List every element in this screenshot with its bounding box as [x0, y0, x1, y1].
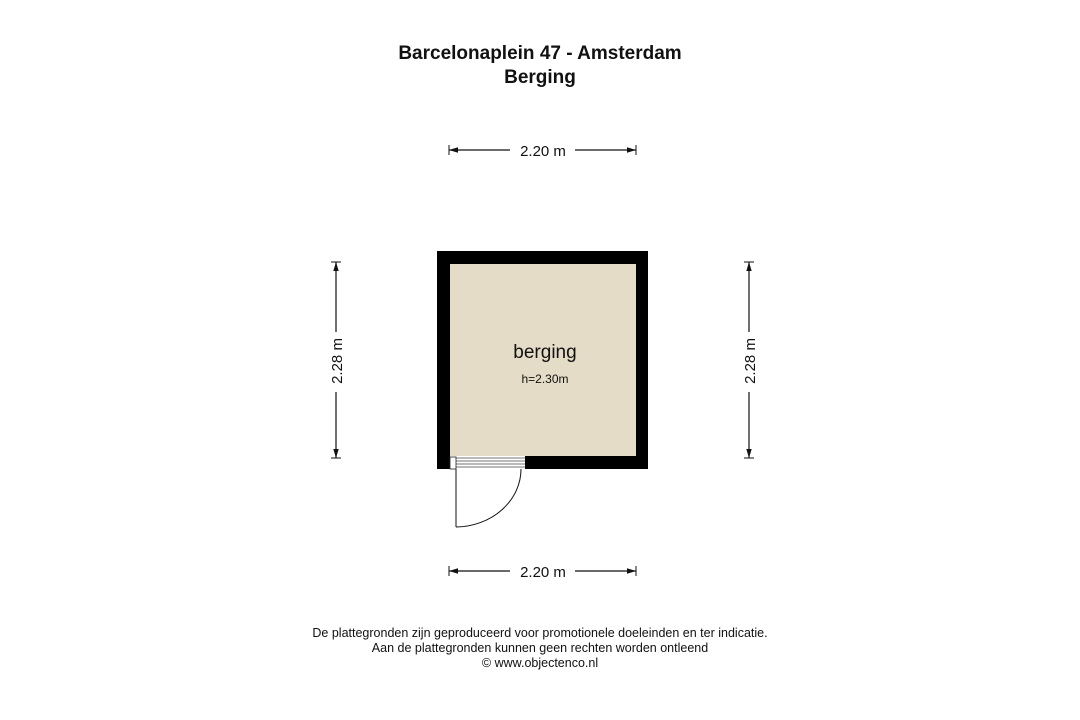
dimension-top-width-label: 2.20 m: [520, 143, 566, 160]
disclaimer-line-1: De plattegronden zijn geproduceerd voor promotionele doeleinden en ter indicatie.: [312, 626, 768, 640]
disclaimer-line-2: Aan de plattegronden kunnen geen rechten worden ontleend: [371, 641, 709, 655]
door: [450, 457, 525, 527]
room-name-label: berging: [513, 342, 577, 363]
dimension-right-height-label: 2.28 m: [742, 338, 759, 384]
plan-title-floor: Berging: [504, 67, 576, 88]
door-swing-arc: [456, 469, 521, 527]
wall-left: [437, 251, 450, 469]
wall-top: [437, 251, 648, 264]
copyright-notice: © www.objectenco.nl: [481, 656, 599, 670]
wall-right: [636, 251, 648, 469]
dimension-left-height-label: 2.28 m: [329, 338, 346, 384]
plan-title-address: Barcelonaplein 47 - Amsterdam: [398, 43, 682, 64]
door-hinge: [450, 457, 456, 469]
room-height-label: h=2.30m: [521, 372, 569, 386]
dimension-top-width: [449, 143, 636, 160]
wall-bottom: [525, 456, 648, 469]
dimension-bottom-width: [449, 564, 636, 581]
dimension-right-height: [742, 262, 759, 458]
dimension-left-height: [329, 262, 346, 458]
dimension-bottom-width-label: 2.20 m: [520, 564, 566, 581]
